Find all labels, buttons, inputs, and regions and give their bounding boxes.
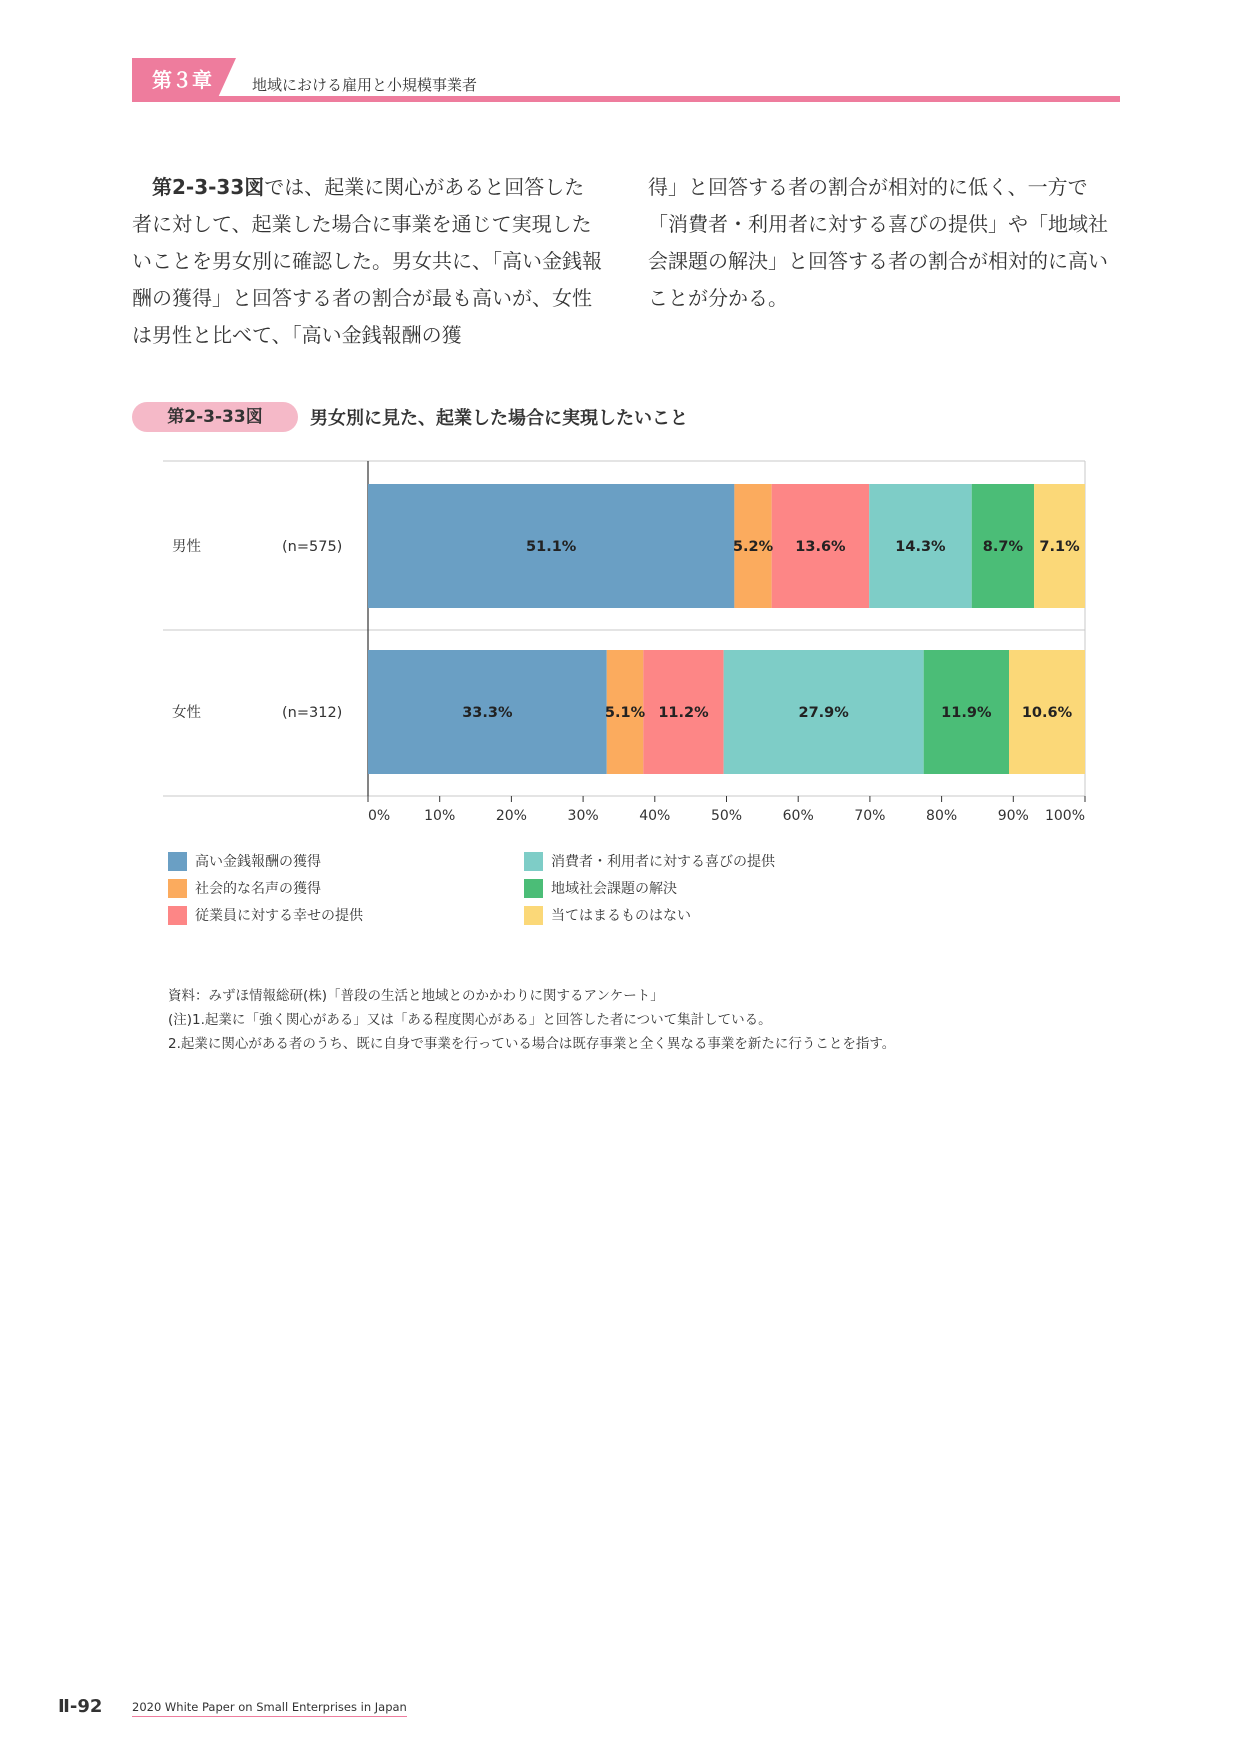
legend-item [524, 878, 677, 898]
legend-item [524, 905, 691, 925]
publication-title: 2020 White Paper on Small Enterprises in Japan [132, 1700, 407, 1717]
data-label: 13.6% [795, 539, 846, 555]
data-label: 14.3% [895, 539, 946, 555]
legend-swatch [168, 906, 187, 925]
data-label: 5.2% [732, 539, 774, 555]
data-label: 11.9% [941, 705, 992, 721]
note-2: 2.起業に関心がある者のうち、既に自身で事業を行っている場合は既存事業と全く異なる事業を新たに行うことを指す。 [168, 1036, 896, 1052]
data-label: 5.1% [604, 705, 646, 721]
figure-reference: 第2-3-33図 [152, 175, 265, 199]
x-tick-label: 90% [997, 808, 1029, 824]
page-number: Ⅱ-92 [58, 1696, 103, 1717]
body-text-left-content: では、起業に関心があると回答した者に対して、起業した場合に事業を通じて実現したいことを男女別に確認した。男女共に、「高い金銭報酬の獲得」と回答する者の割合が最も高いが、女性は男性と比べて、「高い金銭報酬の獲 [132, 175, 602, 347]
chapter-title: 地域における雇用と小規模事業者 [252, 76, 478, 94]
legend-label: 当てはまるものはない [551, 908, 691, 924]
figure-label: 第2-3-33図 [132, 402, 298, 432]
chart-bars [368, 484, 1085, 774]
legend-item [168, 905, 363, 925]
legend-label: 社会的な名声の獲得 [195, 881, 321, 897]
category-label: 男性 [172, 539, 201, 555]
data-label: 7.1% [1039, 539, 1080, 555]
data-label: 8.7% [982, 539, 1024, 555]
legend-item [168, 851, 321, 871]
data-label: 27.9% [798, 705, 849, 721]
x-tick-label: 70% [854, 808, 886, 824]
stacked-bar-chart [0, 0, 1241, 840]
x-tick-label: 40% [639, 808, 671, 824]
legend-swatch [524, 879, 543, 898]
source-note: 資料：みずほ情報総研(株)「普段の生活と地域とのかかわりに関するアンケート」 [168, 988, 664, 1004]
legend-swatch [524, 852, 543, 871]
chapter-label: 第３章 [152, 68, 212, 92]
note-1: (注)1.起業に「強く関心がある」又は「ある程度関心がある」と回答した者について集計している。 [168, 1012, 772, 1028]
figure-title: 男女別に見た、起業した場合に実現したいこと [310, 408, 688, 429]
x-tick-label: 60% [782, 808, 814, 824]
category-label: 女性 [172, 705, 201, 721]
legend-swatch [168, 879, 187, 898]
x-tick-label: 30% [567, 808, 599, 824]
legend-label: 従業員に対する幸せの提供 [195, 908, 363, 924]
data-label: 33.3% [462, 705, 513, 721]
chart-x-axis [368, 796, 1085, 824]
legend-label: 地域社会課題の解決 [551, 881, 677, 897]
legend-label: 高い金銭報酬の獲得 [195, 854, 321, 870]
legend-item [524, 851, 775, 871]
x-tick-label: 100% [1044, 808, 1085, 824]
category-n-label: (n=312) [282, 705, 343, 721]
x-tick-label: 10% [424, 808, 456, 824]
data-label: 10.6% [1021, 705, 1073, 721]
x-tick-label: 0% [368, 808, 391, 824]
legend-swatch [524, 906, 543, 925]
body-text-right: 得」と回答する者の割合が相対的に低く、一方で「消費者・利用者に対する喜びの提供」や「地域社会課題の解決」と回答する者の割合が相対的に高いことが分かる。 [648, 175, 1108, 310]
x-tick-label: 20% [495, 808, 527, 824]
x-tick-label: 50% [710, 808, 743, 824]
legend-label: 消費者・利用者に対する喜びの提供 [551, 854, 775, 870]
data-label: 11.2% [658, 705, 709, 721]
data-label: 51.1% [526, 539, 577, 555]
x-tick-label: 80% [926, 808, 958, 824]
legend-swatch [168, 852, 187, 871]
category-n-label: (n=575) [282, 539, 343, 555]
legend-item [168, 878, 321, 898]
